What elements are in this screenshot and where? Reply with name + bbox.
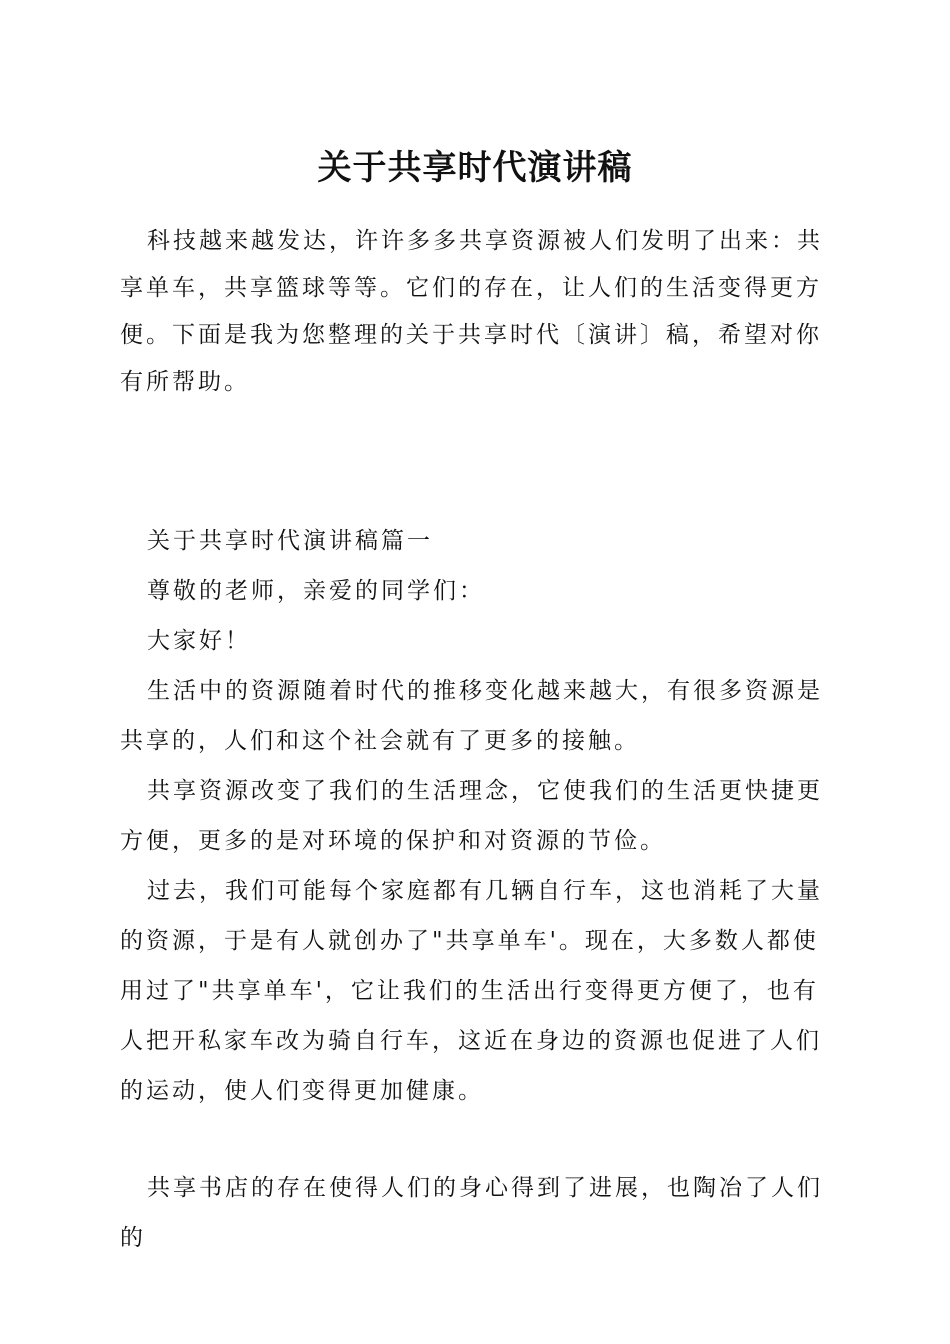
body-paragraph: 生活中的资源随着时代的推移变化越来越大，有很多资源是共享的，人们和这个社会就有了更多的接触。 bbox=[120, 678, 823, 754]
document-title: 关于共享时代演讲稿 bbox=[317, 148, 633, 188]
salutation: 尊敬的老师，亲爱的同学们： bbox=[147, 578, 485, 604]
intro-paragraph: 科技越来越发达，许许多多共享资源被人们发明了出来：共享单车，共享篮球等等。它们的存在，让人们的生活变得更方便。下面是我为您整理的关于共享时代〔演讲〕稿，希望对你有所帮助。 bbox=[120, 228, 823, 395]
speech-body bbox=[120, 516, 832, 1263]
body-paragraph: 共享资源改变了我们的生活理念，它使我们的生活更快捷更方便，更多的是对环境的保护和对资源的节俭。 bbox=[120, 778, 823, 854]
section-heading: 关于共享时代演讲稿篇一 bbox=[147, 528, 433, 554]
body-paragraph: 过去，我们可能每个家庭都有几辆自行车，这也消耗了大量的资源，于是有人就创办了"共享单车'。现在，大多数人都使用过了"共享单车'，它让我们的生活出行变得更方便了，也有人把开私家车改为骑自行车，这近在身边的资源也促进了人们的运动，使人们变得更加健康。 bbox=[120, 878, 823, 1104]
greeting: 大家好！ bbox=[147, 628, 251, 654]
body-paragraph: 共享书店的存在使得人们的身心得到了进展，也陶冶了人们的 bbox=[120, 1175, 823, 1251]
